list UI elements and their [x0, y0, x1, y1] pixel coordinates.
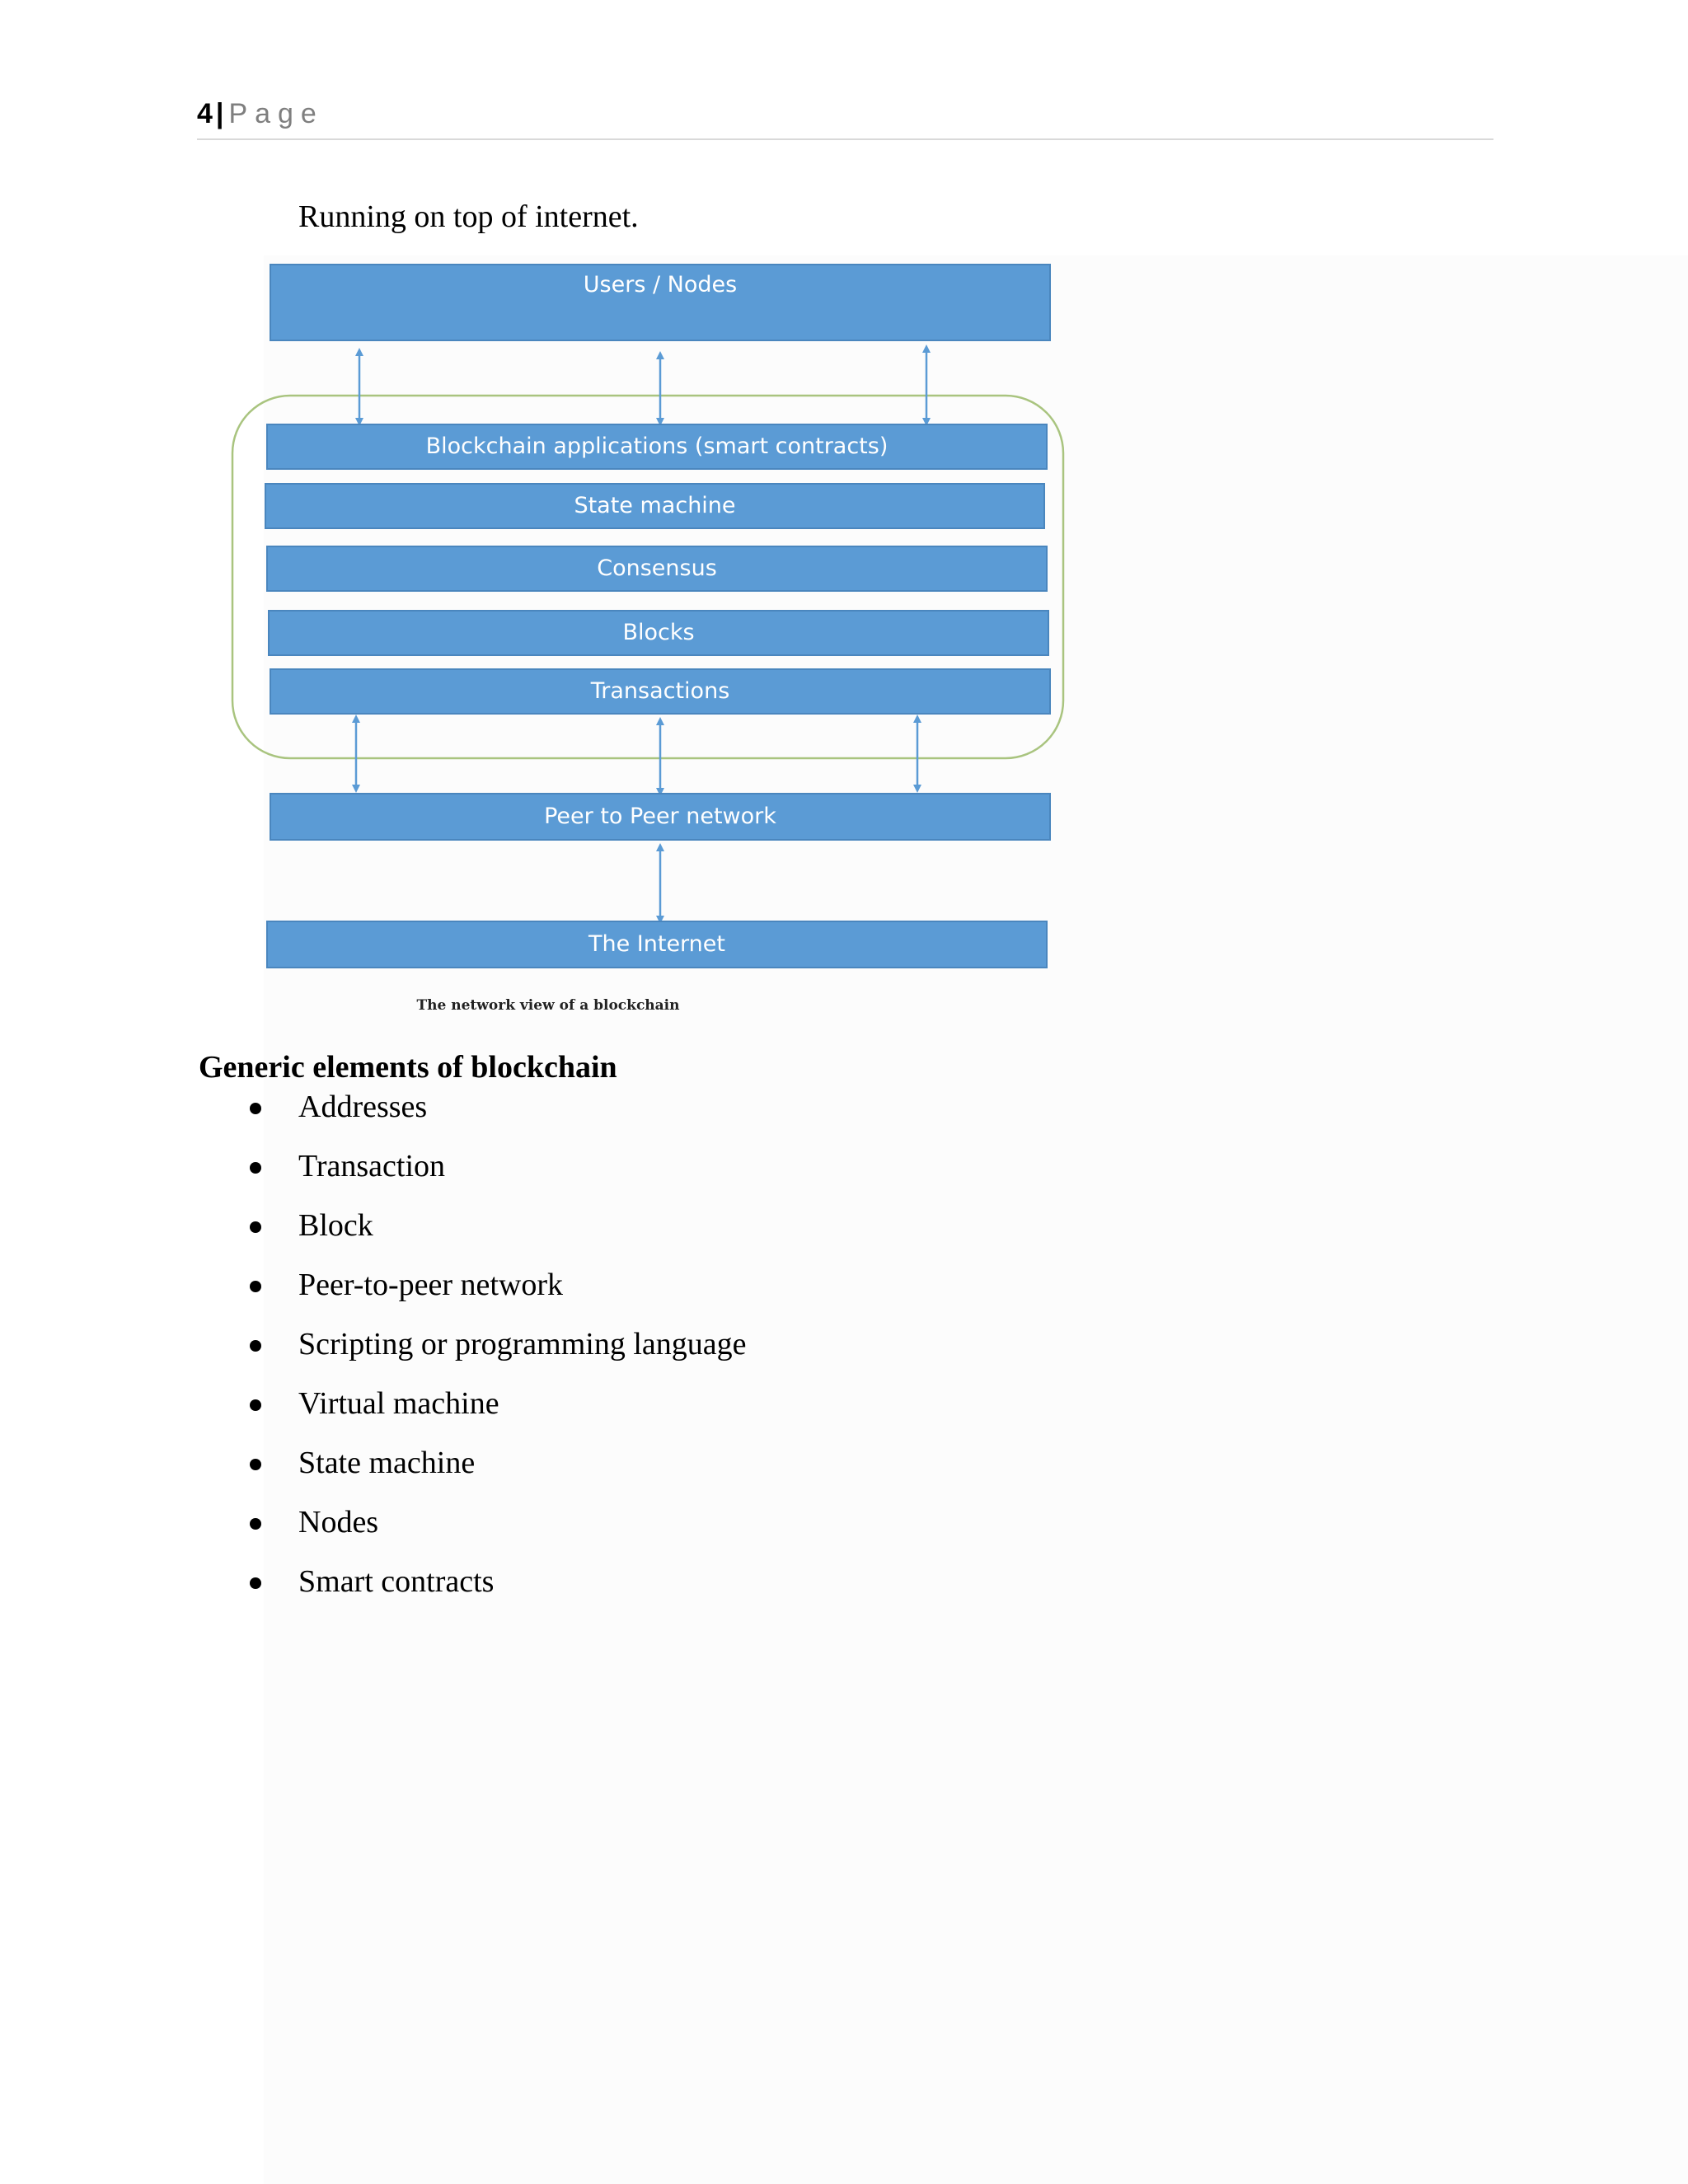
layer-users-nodes	[270, 264, 1051, 341]
layer-applications	[266, 424, 1048, 470]
layer-transactions-label: Transactions	[590, 678, 730, 704]
blockchain-network-diagram	[223, 255, 1080, 1030]
layer-consensus-label: Consensus	[597, 555, 717, 581]
layer-users-nodes-label: Users / Nodes	[583, 272, 738, 298]
list-item-text: Peer-to-peer network	[298, 1268, 564, 1302]
layer-consensus	[266, 546, 1048, 592]
header-separator: |	[215, 98, 224, 129]
layer-state-machine-label: State machine	[574, 493, 736, 518]
layer-p2p	[270, 793, 1051, 841]
bullet-icon	[250, 1103, 261, 1114]
layer-state-machine	[265, 483, 1045, 529]
layer-blocks-label: Blocks	[622, 620, 695, 645]
list-item-text: Scripting or programming language	[298, 1327, 747, 1361]
list-item	[0, 1385, 989, 1444]
list-item-text: Smart contracts	[298, 1564, 495, 1599]
section-heading: Generic elements of blockchain	[199, 1050, 617, 1085]
layer-applications-label: Blockchain applications (smart contracts)	[425, 434, 889, 459]
bullet-icon	[250, 1399, 261, 1411]
header-rule	[197, 138, 1493, 140]
list-item-text: Nodes	[298, 1505, 379, 1540]
page-number: 4	[197, 98, 213, 129]
list-item	[0, 1147, 989, 1207]
list-item-text: State machine	[298, 1446, 476, 1480]
list-item	[0, 1503, 989, 1563]
layer-internet-label: The Internet	[588, 931, 725, 957]
bullet-icon	[250, 1162, 261, 1174]
layer-internet	[266, 921, 1048, 968]
layer-blocks	[268, 610, 1049, 656]
list-item	[0, 1266, 989, 1325]
list-item	[0, 1088, 989, 1147]
list-item-text: Virtual machine	[298, 1386, 499, 1421]
bullet-icon	[250, 1518, 261, 1530]
diagram-caption: The network view of a blockchain	[416, 997, 680, 1014]
page-word: Page	[228, 98, 324, 129]
list-item-text: Transaction	[298, 1149, 446, 1183]
layer-transactions	[270, 668, 1051, 715]
list-item	[0, 1563, 989, 1622]
bullet-icon	[250, 1459, 261, 1470]
list-item	[0, 1325, 989, 1385]
bullet-icon	[250, 1281, 261, 1292]
bullet-icon	[250, 1340, 261, 1352]
generic-elements-list	[0, 1088, 989, 1622]
list-item	[0, 1207, 989, 1266]
list-item	[0, 1444, 989, 1503]
intro-text: Running on top of internet.	[298, 199, 639, 234]
bullet-icon	[250, 1221, 261, 1233]
layer-p2p-label: Peer to Peer network	[544, 804, 776, 829]
list-item-text: Addresses	[298, 1090, 428, 1124]
bullet-icon	[250, 1577, 261, 1589]
page-header	[197, 97, 324, 130]
list-item-text: Block	[298, 1208, 373, 1243]
